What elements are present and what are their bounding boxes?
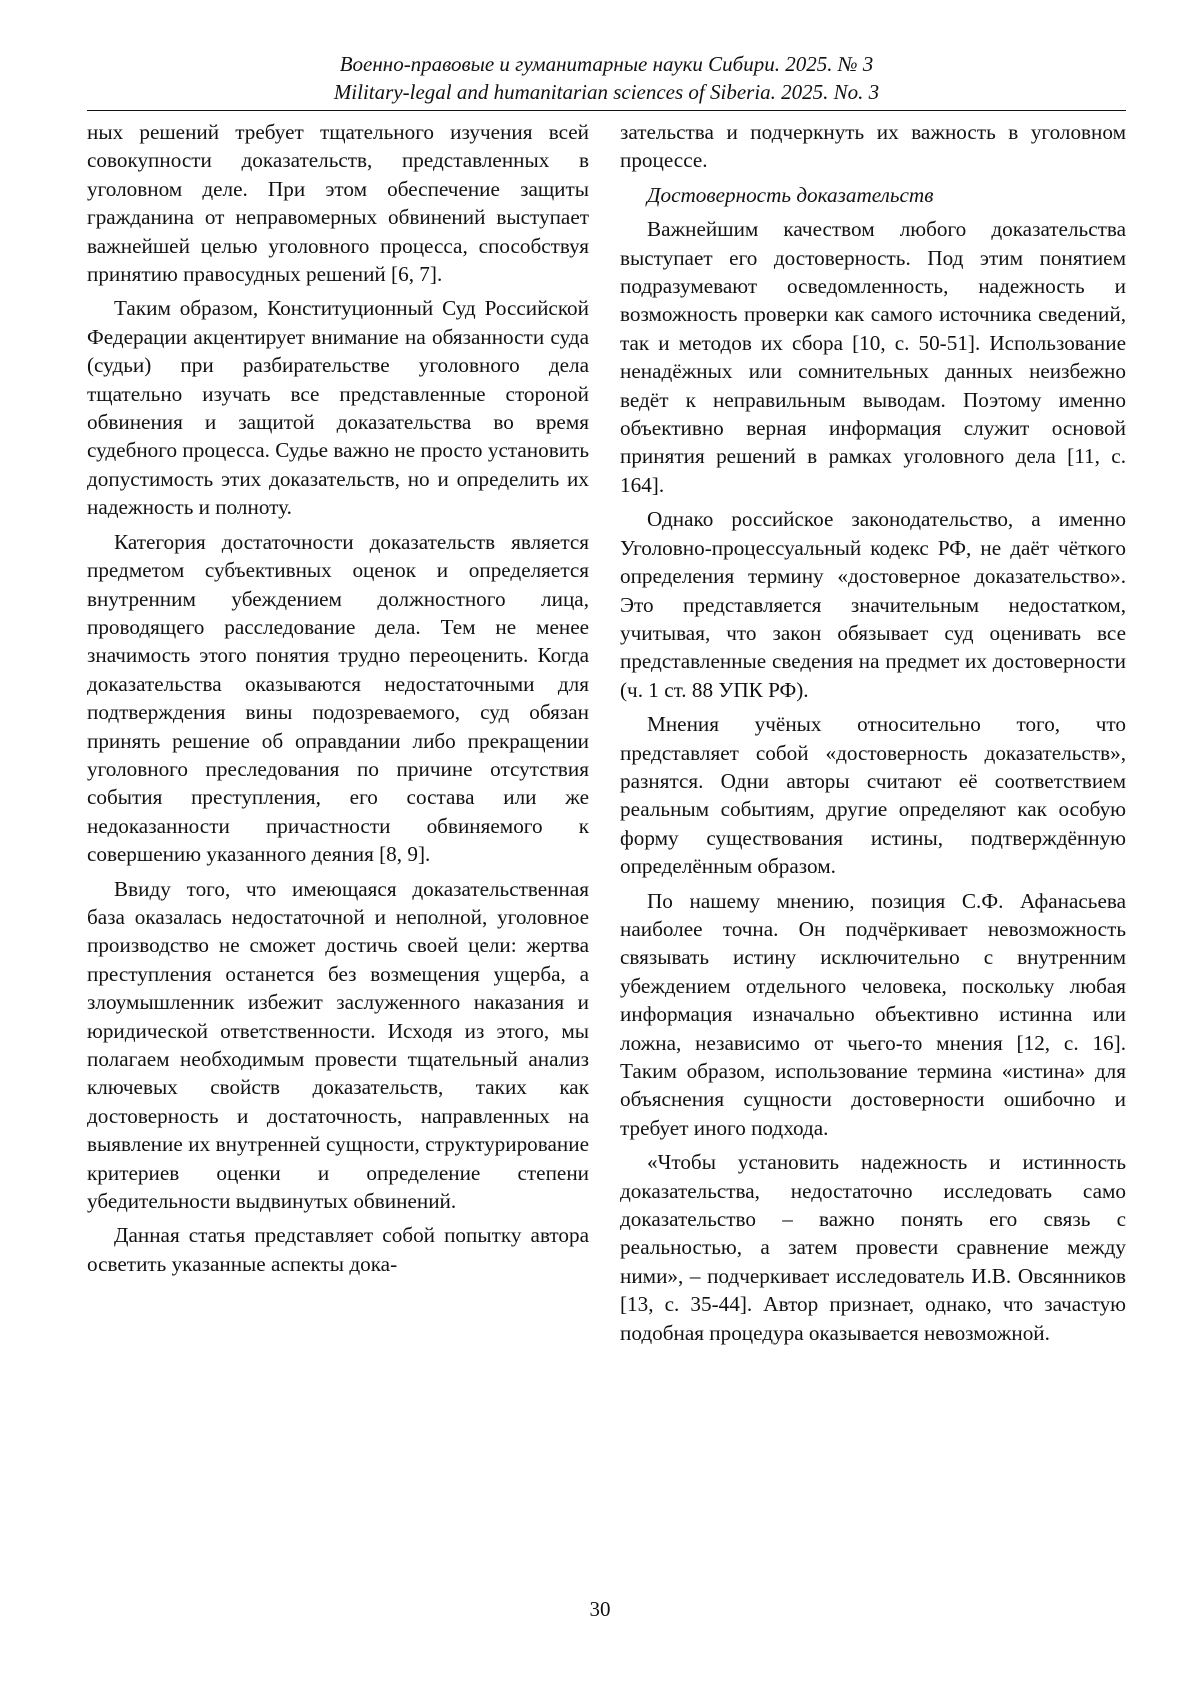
running-header bbox=[87, 50, 1126, 106]
left-column bbox=[87, 118, 589, 1284]
paragraph: Мнения учёных относительно того, что представляет собой «достоверность доказательств», разнятся. Одни авторы считают её соответствием реальным событиям, другие определяют как особую форму существования истины, подтверждённую определённым образом. bbox=[620, 712, 1126, 879]
paragraph: По нашему мнению, позиция С.Ф. Афанасьева наиболее точна. Он подчёркивает невозможность связывать истину исключительно с внутренним убеждением отдельного человека, поскольку любая информация изначально объективно истинна или ложна, независимо от чьего-то мнения [12, с. 16]. Таким образом, использование термина «истина» для объяснения сущности достоверности ошибочно и требует иного подхода. bbox=[620, 888, 1126, 1140]
right-column bbox=[620, 118, 1126, 1353]
paragraph: Категория достаточности доказательств является предметом субъективных оценок и определяется внутренним убеждением должностного лица, проводящего расследование дела. Тем не менее значимость этого понятия трудно переоценить. Когда доказательства оказываются недостаточными для подтверждения вины подозреваемого, суд обязан принять решение об оправдании либо прекращении уголовного преследования по причине отсутствия события преступления, его состава или же недоказанности причастности обвиняемого к совершению указанного деяния [8, 9]. bbox=[87, 529, 589, 867]
paragraph: Данная статья представляет собой попытку автора осветить указанные аспекты дока- bbox=[87, 1223, 589, 1276]
paragraph: «Чтобы установить надежность и истинность доказательства, недостаточно исследовать само доказательство – важно понять его связь с реальностью, а затем провести сравнение между ними», – подчеркивает исследователь И.В. Овсянников [13, с. 35-44]. Автор признает, однако, что зачастую подобная процедура оказывается невозможной. bbox=[620, 1150, 1126, 1345]
page-number: 30 bbox=[589, 1597, 611, 1621]
paragraph: Ввиду того, что имеющаяся доказательственная база оказалась недостаточной и неполной, уголовное производство не сможет достичь своей цели: жертва преступления останется без возмещения ущерба, а злоумышленник избежит заслуженного наказания и юридической ответственности. Исходя из этого, мы полагаем необходимым провести тщательный анализ ключевых свойств доказательств, таких как достоверность и достаточность, направленных на выявление их внутренней сущности, структурирование критериев оценки и определение степени убедительности выдвинутых обвинений. bbox=[87, 876, 589, 1214]
header-title-ru: Военно-правовые и гуманитарные науки Сибири. 2025. № 3 bbox=[339, 52, 874, 76]
header-title-en: Military-legal and humanitarian sciences of Siberia. 2025. No. 3 bbox=[333, 80, 880, 104]
paragraph: Важнейшим качеством любого доказательства выступает его достоверность. Под этим понятием подразумевают осведомленность, надежность и возможность проверки как самого источника сведений, так и методов их сбора [10, с. 50-51]. Использование ненадёжных или сомнительных данных неизбежно ведёт к неправильным выводам. Поэтому именно объективно верная информация служит основой принятия решений в рамках уголовного дела [11, с. 164]. bbox=[620, 217, 1126, 497]
paragraph: Таким образом, Конституционный Суд Российской Федерации акцентирует внимание на обязанности суда (судьи) при разбирательстве уголовного дела тщательно изучать все представленные стороной обвинения и защитой доказательства во время судебного процесса. Судье важно не просто установить допустимость этих доказательств, но и определить их надежность и полноту. bbox=[87, 296, 589, 520]
paragraph: ных решений требует тщательного изучения всей совокупности доказательств, представленных в уголовном деле. При этом обеспечение защиты гражданина от неправомерных обвинений выступает важнейшей целью уголовного процесса, способствуя принятию правосудных решений [6, 7]. bbox=[87, 120, 589, 287]
header-divider bbox=[87, 110, 1126, 111]
paragraph: Однако российское законодательство, а именно Уголовно-процессуальный кодекс РФ, не даёт чёткого определения термину «достоверное доказательство». Это представляется значительным недостатком, учитывая, что закон обязывает суд оценивать все представленные сведения на предмет их достоверности (ч. 1 ст. 88 УПК РФ). bbox=[620, 507, 1126, 702]
section-subheading: Достоверность доказательств bbox=[647, 182, 934, 207]
paragraph: зательства и подчеркнуть их важность в уголовном процессе. bbox=[620, 120, 1126, 173]
